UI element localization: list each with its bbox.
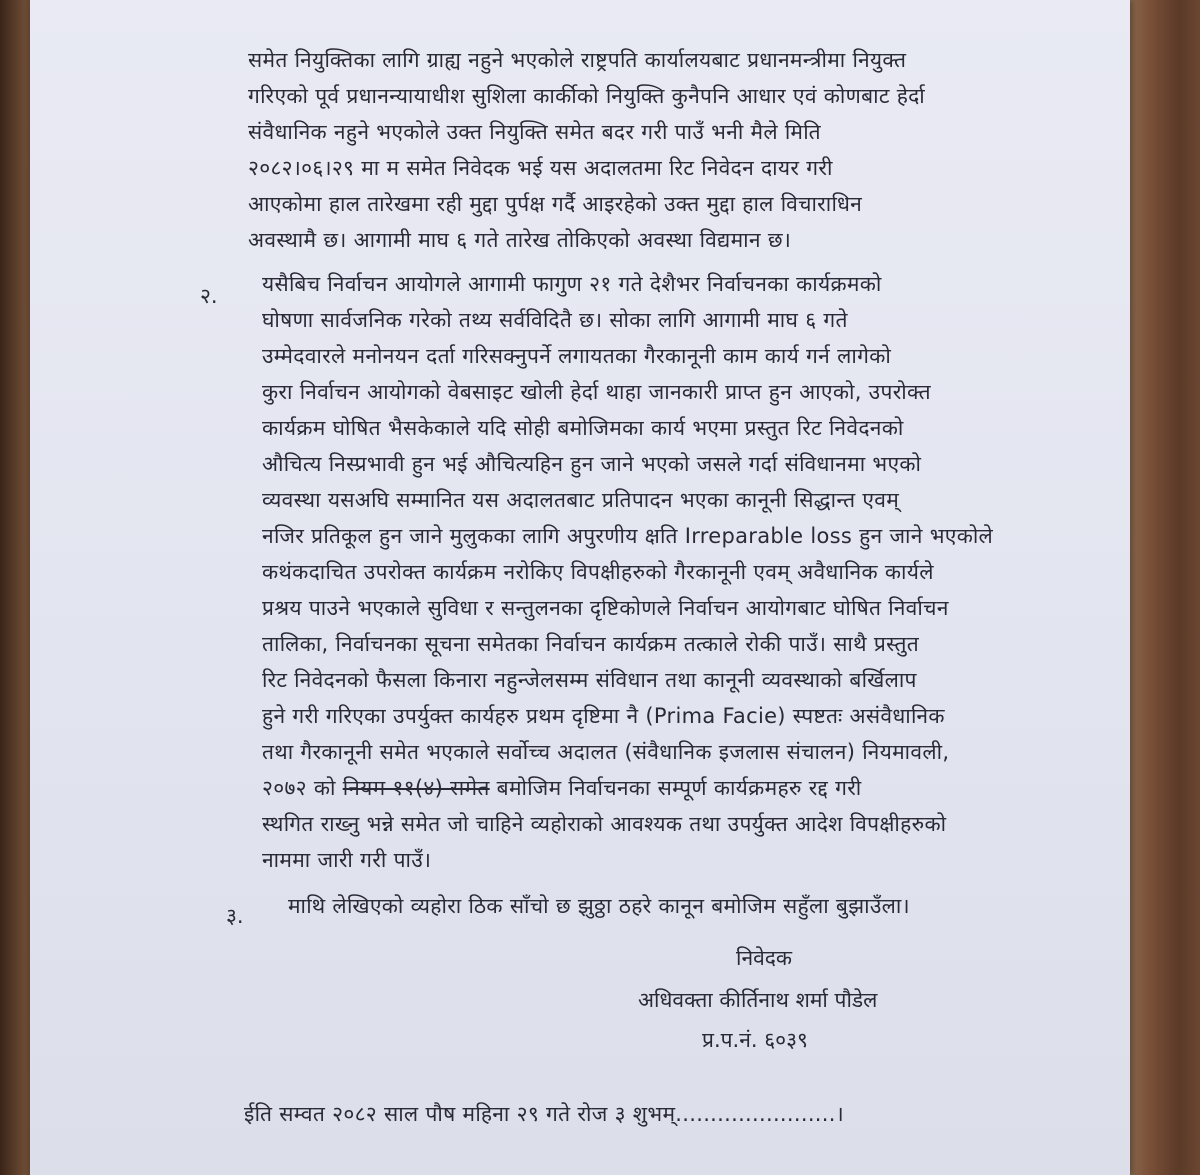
para2-line: औचित्य निस्प्रभावी हुन भई औचित्यहिन हुन जाने भएको जसले गर्दा संविधानमा भएको — [262, 452, 922, 476]
para2-line: उम्मेदवारले मनोनयन दर्ता गरिसक्नुपर्ने लगायतका गैरकानूनी काम कार्य गर्न लागेको — [262, 344, 892, 368]
signature-license: प्र.प.नं. ६०३९ — [702, 1028, 808, 1052]
para1-line: अवस्थामै छ। आगामी माघ ६ गते तारेख तोकिएको अवस्था विद्यमान छ। — [248, 228, 792, 252]
para2-line: कथंकदाचित उपरोक्त कार्यक्रम नरोकिए विपक्षीहरुको गैरकानूनी एवम् अवैधानिक कार्यले — [262, 560, 934, 584]
para2-line: यसैबिच निर्वाचन आयोगले आगामी फागुण २१ गते देशैभर निर्वाचनका कार्यक्रमको — [262, 272, 882, 296]
para1-line: संवैधानिक नहुने भएकोले उक्त नियुक्ति समेत बदर गरी पाउँ भनी मैले मिति — [248, 120, 821, 144]
para3-text: माथि लेखिएको व्यहोरा ठिक साँचो छ झुठ्ठा ठहरे कानून बमोजिम सहुँला बुझाउँला। — [288, 894, 910, 918]
para2-line: व्यवस्था यसअघि सम्मानित यस अदालतबाट प्रतिपादन भएका कानूनी सिद्धान्त एवम् — [262, 488, 900, 512]
para2-line-amended — [262, 774, 862, 802]
para2-number: २. — [200, 284, 218, 308]
para1-line: समेत नियुक्तिका लागि ग्राह्य नहुने भएकोले राष्ट्रपति कार्यालयबाट प्रधानमन्त्रीमा नियुक्त — [248, 48, 907, 72]
para1-line: आएकोमा हाल तारेखमा रही मुद्दा पुर्पक्ष गर्दै आइरहेको उक्त मुद्दा हाल विचाराधिन — [248, 192, 863, 216]
signature-role: निवेदक — [736, 946, 793, 970]
para2-line: नजिर प्रतिकूल हुन जाने मुलुकका लागि अपुरणीय क्षति Irreparable loss हुन जाने भएकोले — [262, 524, 994, 548]
struck-text: नियम ११(४) समेत — [342, 776, 490, 800]
para2-line: नाममा जारी गरी पाउँ। — [262, 848, 432, 872]
para1-line: २०८२।०६।२९ मा म समेत निवेदक भई यस अदालतमा रिट निवेदन दायर गरी — [248, 156, 833, 180]
para2-line: तालिका, निर्वाचनका सूचना समेतका निर्वाचन कार्यक्रम तत्काले रोकी पाउँ। साथै प्रस्तुत — [262, 632, 920, 656]
para2-line: रिट निवेदनको फैसला किनारा नहुन्जेलसम्म संविधान तथा कानूनी व्यवस्थाको बर्खिलाप — [262, 668, 917, 692]
amended-post: बमोजिम निर्वाचनका सम्पूर्ण कार्यक्रमहरु रद्द गरी — [496, 776, 862, 800]
amended-pre: २०७२ को — [262, 776, 336, 800]
para2-line: कुरा निर्वाचन आयोगको वेबसाइट खोली हेर्दा थाहा जानकारी प्राप्त हुन आएको, उपरोक्त — [262, 380, 931, 404]
signature-name: अधिवक्ता कीर्तिनाथ शर्मा पौडेल — [638, 988, 878, 1012]
para2-line: कार्यक्रम घोषित भैसकेकाले यदि सोही बमोजिमका कार्य भएमा प्रस्तुत रिट निवेदनको — [262, 416, 904, 440]
document-page — [30, 0, 1130, 1175]
para2-line: प्रश्रय पाउने भएकाले सुविधा र सन्तुलनका दृष्टिकोणले निर्वाचन आयोगबाट घोषित निर्वाचन — [262, 596, 949, 620]
para3-number: ३. — [226, 904, 244, 928]
para2-line: तथा गैरकानूनी समेत भएकाले सर्वोच्च अदालत (संवैधानिक इजलास संचालन) नियमावली, — [262, 740, 950, 764]
para2-line: स्थगित राख्नु भन्ने समेत जो चाहिने व्यहोराको आवश्यक तथा उपर्युक्त आदेश विपक्षीहरुको — [262, 812, 947, 836]
footer-date-line: ईति सम्वत २०८२ साल पौष महिना २९ गते रोज ३ शुभम्.......................। — [244, 1102, 844, 1126]
para2-line: घोषणा सार्वजनिक गरेको तथ्य सर्वविदितै छ। सोका लागि आगामी माघ ६ गते — [262, 308, 848, 332]
para2-line: हुने गरी गरिएका उपर्युक्त कार्यहरु प्रथम दृष्टिमा नै (Prima Facie) स्पष्टतः असंवैधानिक — [262, 704, 945, 728]
background-right — [1128, 0, 1200, 1175]
para1-line: गरिएको पूर्व प्रधानन्यायाधीश सुशिला कार्कीको नियुक्ति कुनैपनि आधार एवं कोणबाट हेर्दा — [248, 84, 926, 108]
